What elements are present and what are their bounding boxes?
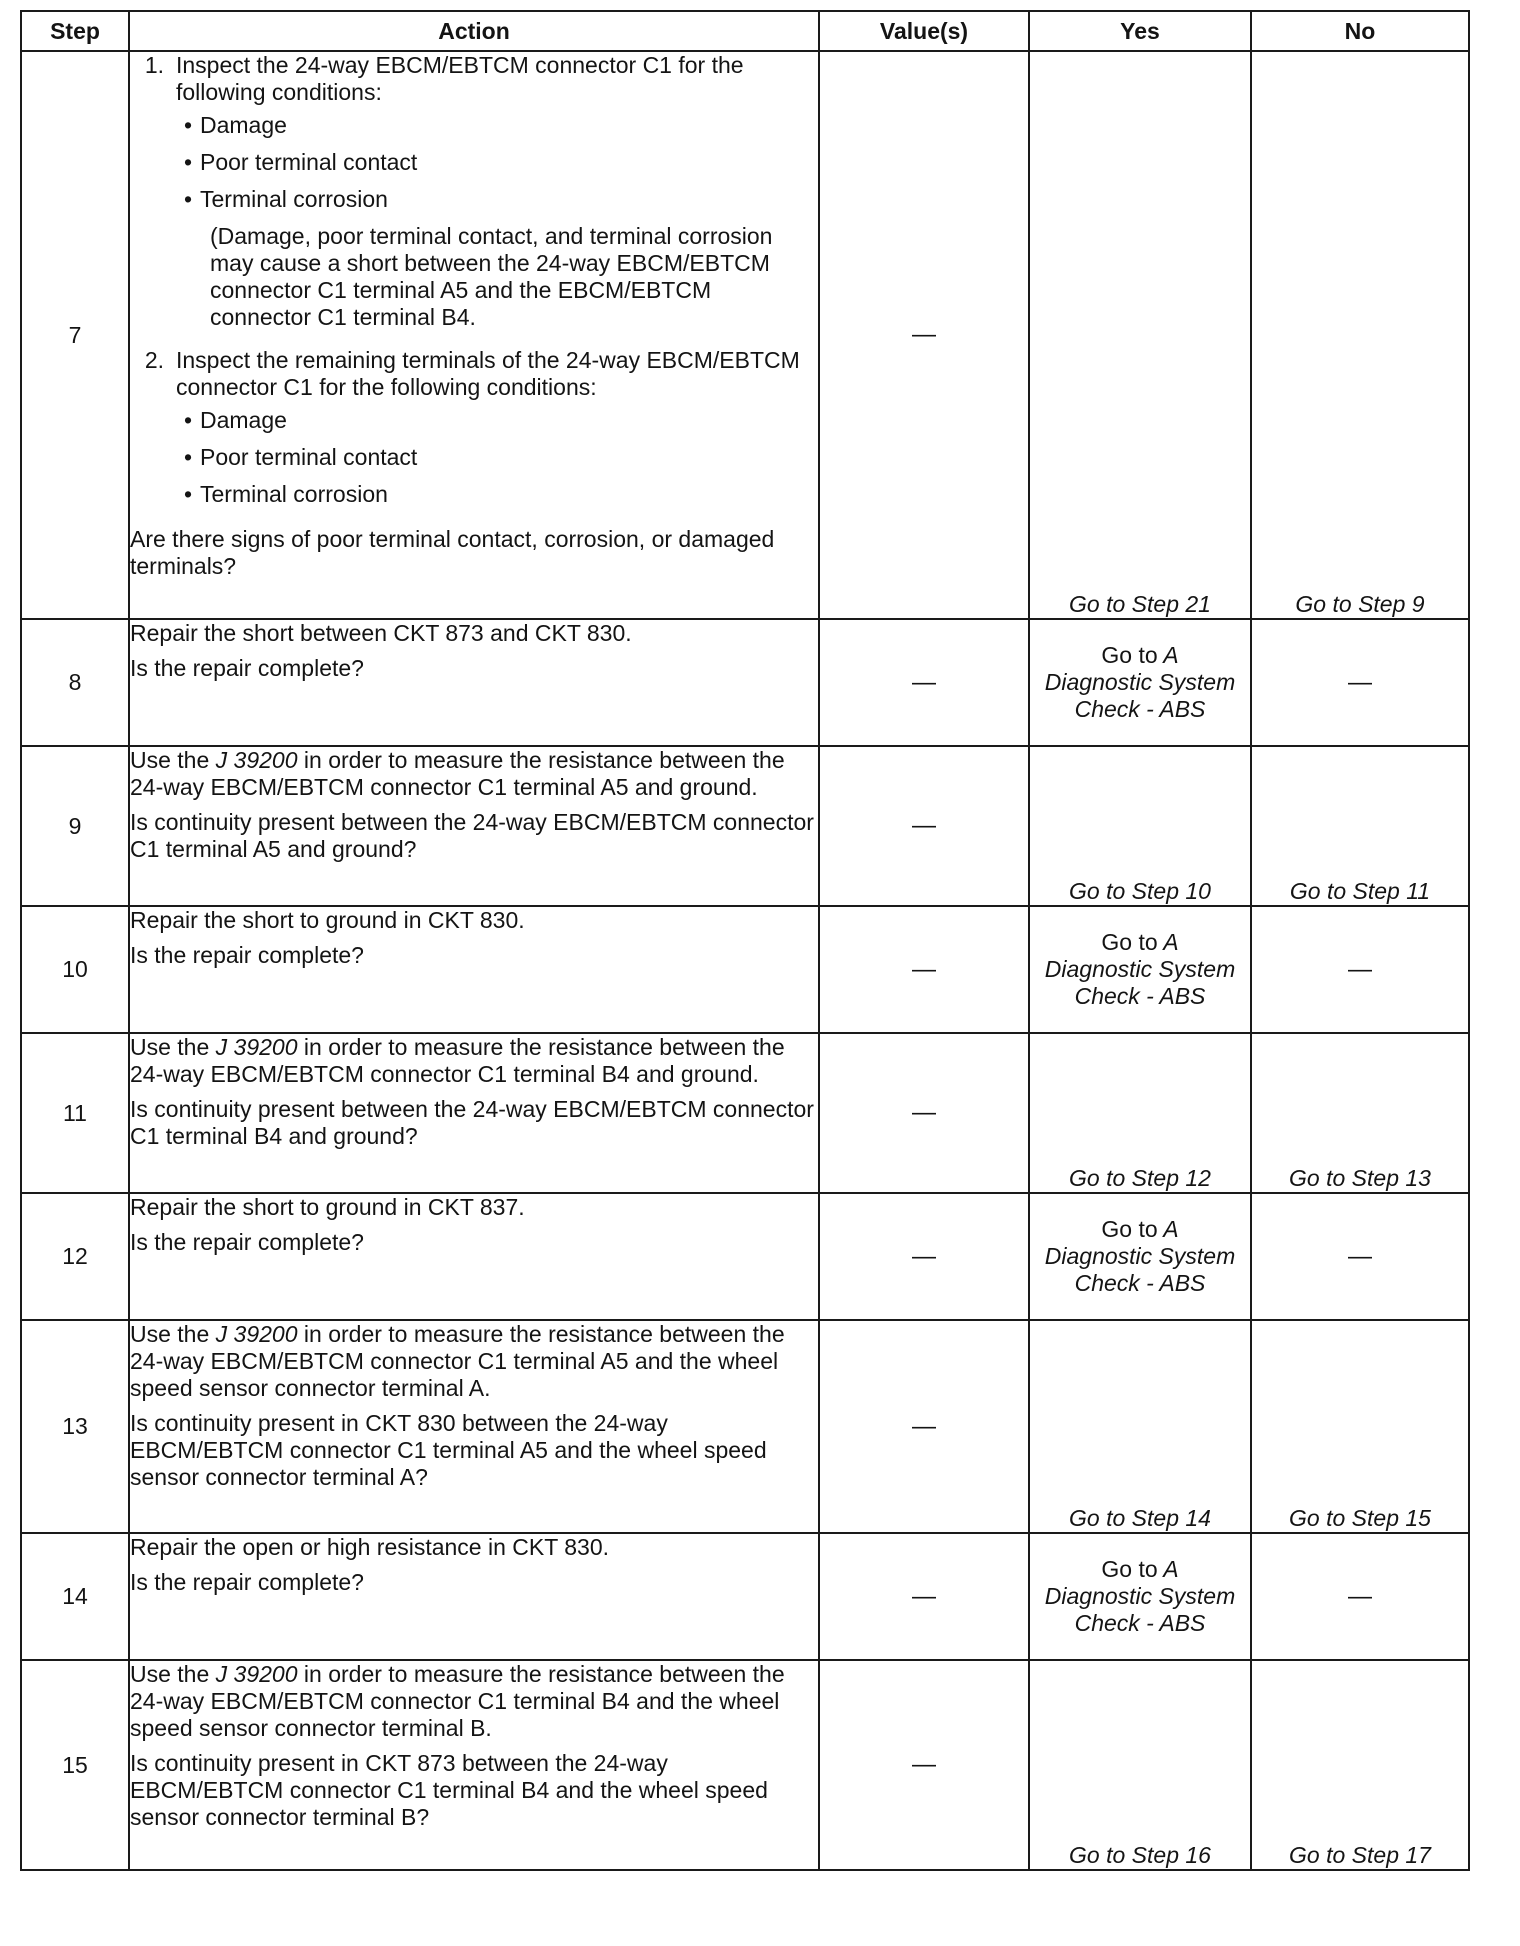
table-row-step-8 [21,619,1469,746]
condition-list [176,112,818,213]
step-number: 11 [21,1033,129,1193]
action-question: Is continuity present between the 24-way EBCM/EBTCM connector C1 terminal A5 and ground? [130,809,814,862]
action-question: Are there signs of poor terminal contact, corrosion, or damaged terminals? [130,526,775,579]
table-row-step-11 [21,1033,1469,1193]
header-no: No [1251,11,1469,51]
action-text: Use the J 39200 in order to measure the resistance between the 24-way EBCM/EBTCM connector C1 terminal A5 and the wheel speed sensor connector terminal A. [130,1321,785,1401]
no-goto: Go to Step 13 [1251,1033,1469,1193]
bullet-icon: • [183,481,193,507]
action-text: Inspect the 24-way EBCM/EBTCM connector C1 for the following conditions: [176,52,744,105]
value-cell: — [819,1660,1029,1870]
action-text: Repair the open or high resistance in CKT 830. [130,1534,610,1560]
action-question: Is the repair complete? [130,1569,364,1595]
action-cell [129,1320,819,1533]
list-number: 2. [144,347,164,373]
value-cell: — [819,1320,1029,1533]
action-list-item [130,52,818,339]
no-goto: — [1251,619,1469,746]
bullet-icon: • [183,444,193,470]
list-number: 1. [144,52,164,78]
step-number: 8 [21,619,129,746]
yes-goto: Go to Step 21 [1029,51,1251,619]
action-question: Is continuity present between the 24-way EBCM/EBTCM connector C1 terminal B4 and ground? [130,1096,814,1149]
condition-list [176,407,818,508]
header-yes: Yes [1029,11,1251,51]
action-cell [129,906,819,1033]
bullet-icon: • [183,407,193,433]
action-question: Is the repair complete? [130,655,364,681]
table-row-step-9 [21,746,1469,906]
step-number: 13 [21,1320,129,1533]
header-row [21,11,1469,51]
action-question: Is the repair complete? [130,942,364,968]
yes-goto: Go to A Diagnostic System Check - ABS [1029,1193,1251,1320]
no-goto: — [1251,1533,1469,1660]
action-cell [129,1033,819,1193]
action-note: (Damage, poor terminal contact, and terminal corrosion may cause a short between the 24-way EBCM/EBTCM connector C1 terminal A5 and the EBCM/EBTCM connector C1 terminal B4. [210,223,773,330]
yes-goto: Go to Step 10 [1029,746,1251,906]
action-list-item [130,347,818,518]
action-cell [129,619,819,746]
condition-item: • Damage [176,112,818,139]
table-row-step-10 [21,906,1469,1033]
yes-goto: Go to Step 16 [1029,1660,1251,1870]
value-cell: — [819,1533,1029,1660]
header-step: Step [21,11,129,51]
yes-goto: Go to A Diagnostic System Check - ABS [1029,906,1251,1033]
bullet-icon: • [183,149,193,175]
action-text: Use the J 39200 in order to measure the resistance between the 24-way EBCM/EBTCM connector C1 terminal B4 and ground. [130,1034,785,1087]
action-question: Is continuity present in CKT 830 between the 24-way EBCM/EBTCM connector C1 terminal A5 and the wheel speed sensor connector terminal A? [130,1410,767,1490]
no-goto: Go to Step 15 [1251,1320,1469,1533]
step-number: 15 [21,1660,129,1870]
action-cell [129,1660,819,1870]
step-number: 14 [21,1533,129,1660]
yes-goto: Go to Step 14 [1029,1320,1251,1533]
tool-name: J 39200 [215,747,298,773]
table-row-step-7 [21,51,1469,619]
condition-item: • Poor terminal contact [176,444,818,471]
bullet-icon: • [183,186,193,212]
value-cell: — [819,619,1029,746]
condition-item: • Damage [176,407,818,434]
value-cell: — [819,1033,1029,1193]
yes-goto: Go to Step 12 [1029,1033,1251,1193]
tool-name: J 39200 [215,1661,298,1687]
action-cell [129,51,819,619]
table-row-step-13 [21,1320,1469,1533]
step-number: 7 [21,51,129,619]
diagnostic-table [20,10,1470,1871]
action-cell [129,1193,819,1320]
yes-goto: Go to A Diagnostic System Check - ABS [1029,1533,1251,1660]
action-text: Repair the short to ground in CKT 830. [130,907,525,933]
diagnostic-table-page [20,10,1470,1871]
action-text: Repair the short to ground in CKT 837. [130,1194,525,1220]
action-cell [129,746,819,906]
bullet-icon: • [183,112,193,138]
yes-goto: Go to A Diagnostic System Check - ABS [1029,619,1251,746]
value-cell: — [819,51,1029,619]
action-cell [129,1533,819,1660]
condition-item: • Terminal corrosion [176,481,818,508]
header-values: Value(s) [819,11,1029,51]
value-cell: — [819,1193,1029,1320]
tool-name: J 39200 [215,1321,298,1347]
no-goto: — [1251,1193,1469,1320]
value-cell: — [819,746,1029,906]
no-goto: Go to Step 9 [1251,51,1469,619]
no-goto: Go to Step 11 [1251,746,1469,906]
no-goto: — [1251,906,1469,1033]
header-action: Action [129,11,819,51]
value-cell: — [819,906,1029,1033]
step-number: 9 [21,746,129,906]
step-number: 10 [21,906,129,1033]
no-goto: Go to Step 17 [1251,1660,1469,1870]
tool-name: J 39200 [215,1034,298,1060]
table-row-step-14 [21,1533,1469,1660]
action-text: Use the J 39200 in order to measure the resistance between the 24-way EBCM/EBTCM connector C1 terminal A5 and ground. [130,747,785,800]
action-text: Use the J 39200 in order to measure the resistance between the 24-way EBCM/EBTCM connector C1 terminal B4 and the wheel speed sensor connector terminal B. [130,1661,785,1741]
action-question: Is continuity present in CKT 873 between the 24-way EBCM/EBTCM connector C1 terminal B4 and the wheel speed sensor connector terminal B? [130,1750,768,1830]
condition-item: • Terminal corrosion [176,186,818,213]
table-row-step-15 [21,1660,1469,1870]
condition-item: • Poor terminal contact [176,149,818,176]
action-text: Repair the short between CKT 873 and CKT 830. [130,620,632,646]
table-row-step-12 [21,1193,1469,1320]
action-text: Inspect the remaining terminals of the 24-way EBCM/EBTCM connector C1 for the following conditions: [176,347,800,400]
action-question: Is the repair complete? [130,1229,364,1255]
step-number: 12 [21,1193,129,1320]
